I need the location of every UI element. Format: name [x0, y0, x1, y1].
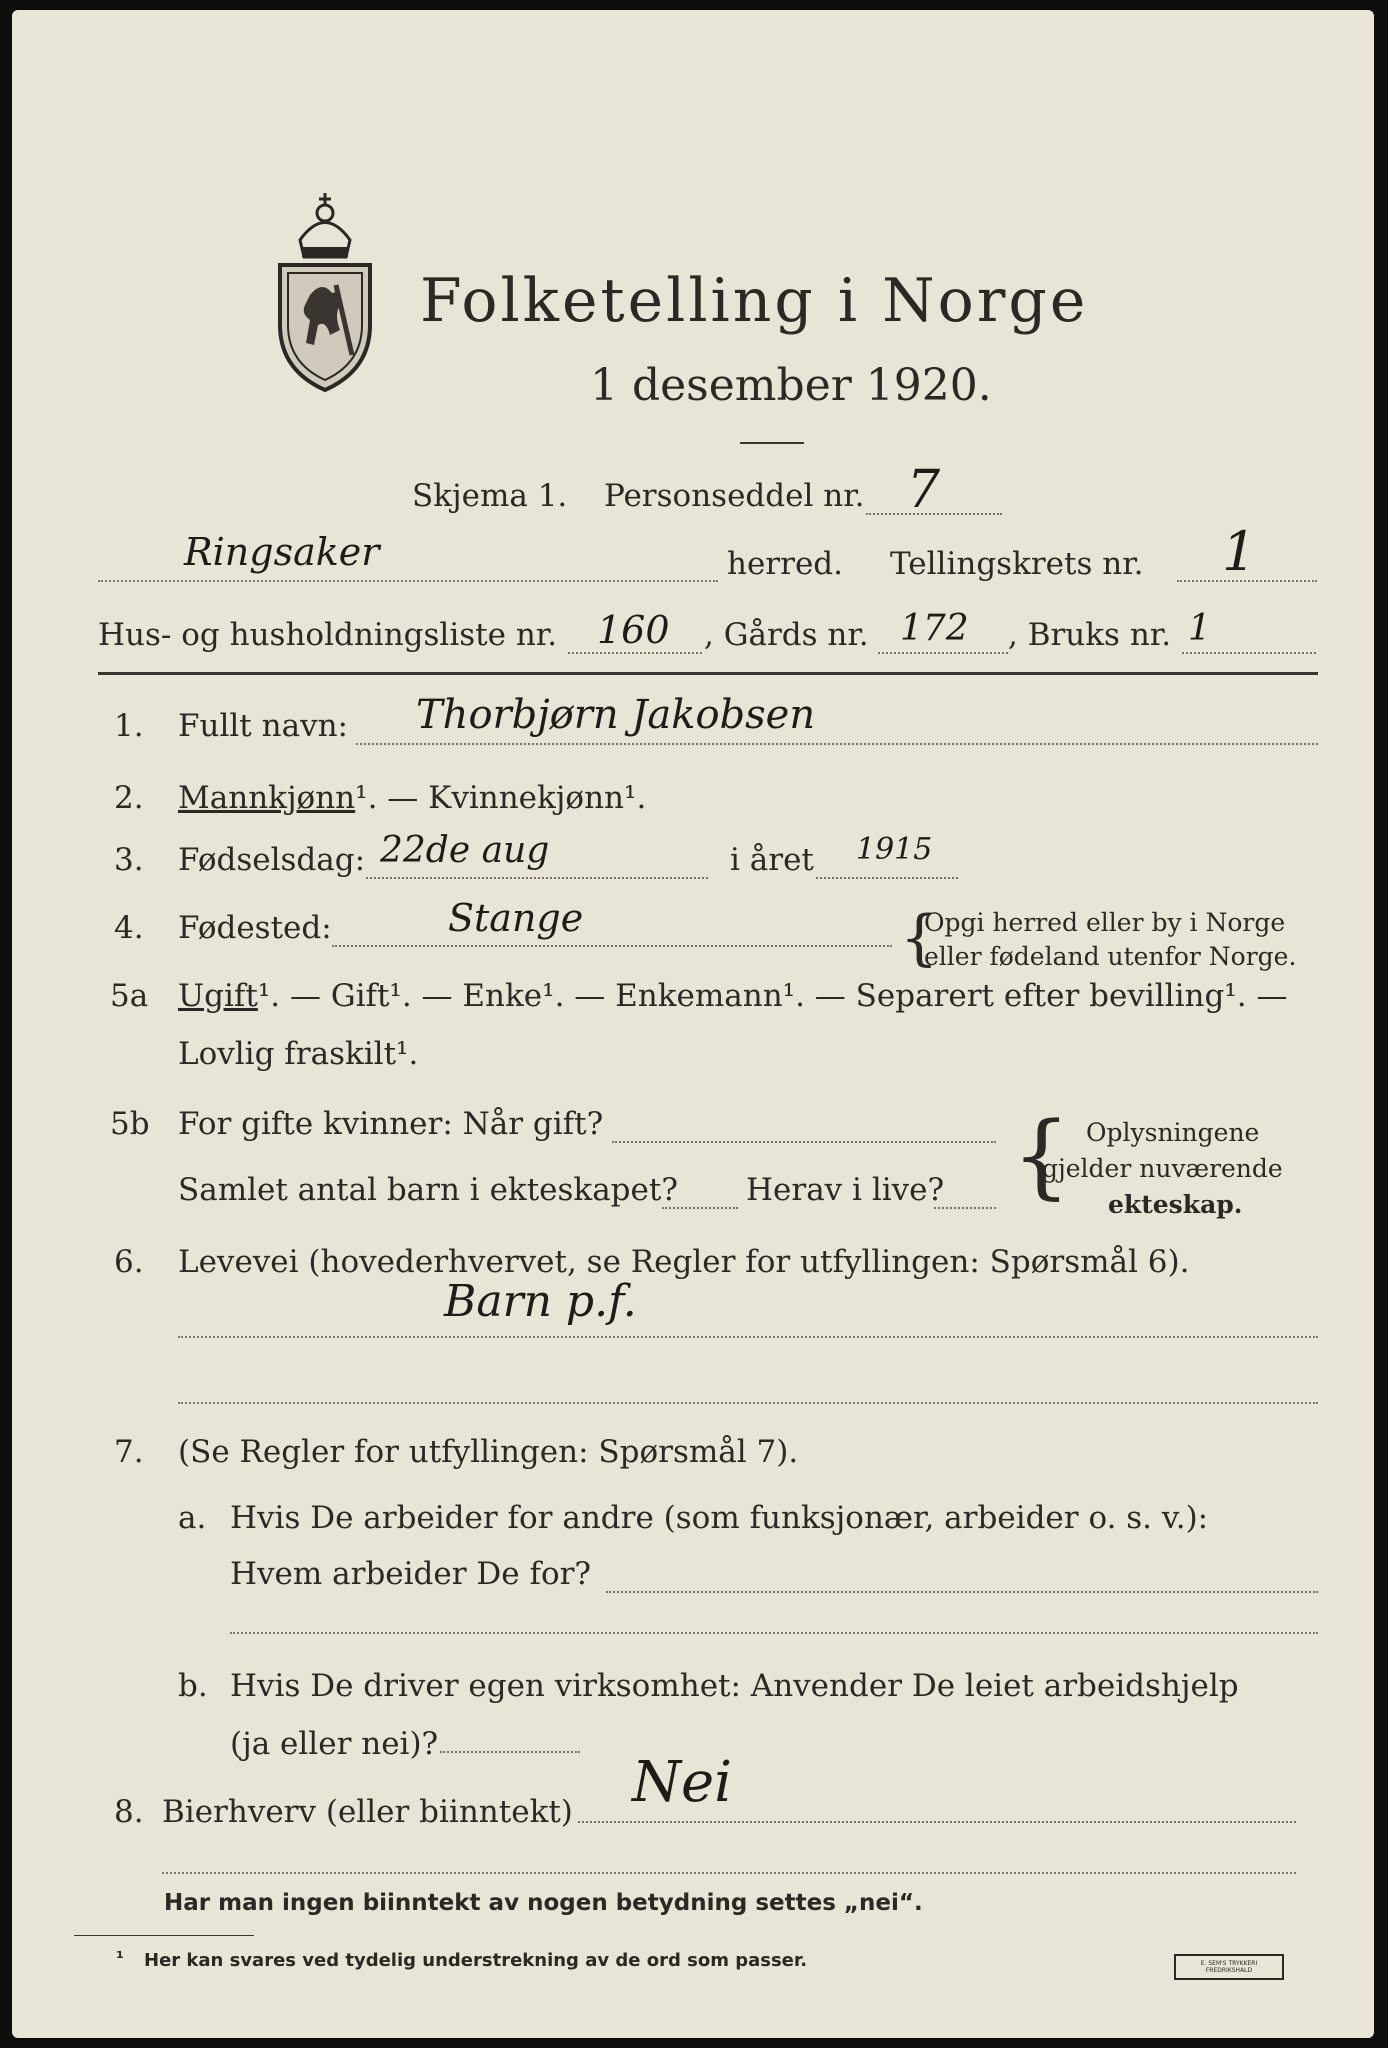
bruks-value: 1 — [1188, 608, 1211, 649]
q4-label: Fødested: — [178, 910, 332, 946]
q5b-children-field-line — [662, 1207, 738, 1209]
personseddel-value: 7 — [907, 460, 941, 520]
q3-year-value: 1915 — [856, 832, 933, 867]
q5b-number: 5b — [110, 1106, 150, 1142]
q5a-other-options: ¹. — Gift¹. — Enke¹. — Enkemann¹. — Separert efter bevilling¹. — — [257, 978, 1288, 1014]
census-date: 1 desember 1920. — [590, 360, 992, 411]
q6-label: Levevei (hovederhvervet, se Regler for utfyllingen: Spørsmål 6). — [178, 1244, 1190, 1280]
q8-field-line — [578, 1821, 1296, 1823]
q6-occupation-value: Barn p.f. — [444, 1276, 637, 1327]
q1-number: 1. — [114, 708, 144, 744]
footnote-marker: ¹ — [116, 1948, 124, 1969]
herred-value: Ringsaker — [184, 530, 380, 574]
q3-year-field-line — [816, 877, 958, 879]
q2-options — [178, 780, 646, 816]
q7b-label-line1: Hvis De driver egen virksomhet: Anvender De leiet arbeidshjelp — [230, 1668, 1239, 1704]
q3-label: Fødselsdag: — [178, 842, 366, 878]
gards-field-line — [878, 652, 1008, 654]
gards-value: 172 — [900, 608, 969, 649]
q5b-married-field-line — [612, 1141, 996, 1143]
q4-number: 4. — [114, 910, 144, 946]
footnote-divider — [74, 1935, 254, 1936]
q7a-field-line-1 — [606, 1591, 1318, 1593]
q5a-fraskilt-option: Lovlig fraskilt¹. — [178, 1036, 419, 1072]
q1-full-name-value: Thorbjørn Jakobsen — [416, 692, 816, 738]
q7a-letter: a. — [178, 1500, 207, 1536]
printer-stamp — [1174, 1954, 1284, 1980]
q6-field-line-1 — [178, 1336, 1318, 1338]
herred-field-line — [98, 580, 718, 582]
q6-field-line-2 — [178, 1402, 1318, 1404]
q7b-letter: b. — [178, 1668, 208, 1704]
q1-field-line — [356, 743, 1318, 745]
q3-number: 3. — [114, 842, 144, 878]
hus-field-line — [568, 652, 702, 654]
q8-side-income-value: Nei — [632, 1750, 733, 1815]
q8-label: Bierhverv (eller biinntekt) — [162, 1794, 573, 1830]
q4-birthplace-value: Stange — [448, 896, 584, 940]
q7-label: (Se Regler for utfyllingen: Spørsmål 7). — [178, 1434, 799, 1470]
bruks-label: , Bruks nr. — [1008, 617, 1172, 653]
q4-note-line2: eller fødeland utenfor Norge. — [924, 942, 1297, 971]
q5b-alive-field-line — [934, 1207, 996, 1209]
personseddel-label: Personseddel nr. — [604, 478, 865, 514]
q5b-note-line1: Oplysningene — [1086, 1118, 1260, 1147]
q5b-note-line3: ekteskap. — [1108, 1190, 1243, 1219]
q5b-alive-label: Herav i live? — [746, 1172, 945, 1208]
q6-number: 6. — [114, 1244, 144, 1280]
q2-female-option: Kvinnekjønn¹. — [428, 780, 647, 816]
q7a-field-line-2 — [230, 1632, 1318, 1634]
q5b-married-label: For gifte kvinner: Når gift? — [178, 1106, 604, 1142]
q8-number: 8. — [114, 1794, 144, 1830]
q2-number: 2. — [114, 780, 144, 816]
printer-stamp-text: E. SEM'S TRYKKERI FREDRIKSHALD — [1200, 1960, 1258, 1974]
hus-label: Hus- og husholdningsliste nr. — [98, 617, 558, 653]
bruks-field-line — [1182, 652, 1316, 654]
tellingskrets-value: 1 — [1222, 520, 1257, 583]
herred-label: herred. — [727, 546, 843, 582]
q5b-children-label: Samlet antal barn i ekteskapet? — [178, 1172, 678, 1208]
q5b-note-brace: { — [1012, 1102, 1071, 1209]
census-form-page — [12, 10, 1374, 2038]
q5a-number: 5a — [110, 978, 149, 1014]
q4-field-line — [332, 945, 892, 947]
norwegian-coat-of-arms-icon — [270, 185, 380, 395]
q2-separator: ¹. — — [355, 780, 429, 816]
gards-label: , Gårds nr. — [704, 617, 869, 653]
form-title: Folketelling i Norge — [420, 266, 1089, 336]
biinntekt-note: Har man ingen biinntekt av nogen betydning settes „nei“. — [164, 1890, 923, 1916]
footnote-text: Her kan svares ved tydelig understrekning av de ord som passer. — [144, 1950, 808, 1971]
q4-note-line1: Opgi herred eller by i Norge — [924, 908, 1286, 937]
q7a-label-line1: Hvis De arbeider for andre (som funksjonær, arbeider o. s. v.): — [230, 1500, 1209, 1536]
q7a-label-line2: Hvem arbeider De for? — [230, 1556, 592, 1592]
q2-male-option: Mannkjønn — [178, 780, 356, 816]
title-divider — [740, 442, 804, 444]
q5a-ugift-option: Ugift — [178, 978, 258, 1014]
q5b-note-line2: gjelder nuværende — [1042, 1154, 1283, 1183]
q7b-label-line2: (ja eller nei)? — [230, 1726, 439, 1762]
q8-field-line-2 — [162, 1872, 1296, 1874]
header-divider — [98, 672, 1318, 675]
q1-label: Fullt navn: — [178, 708, 348, 744]
skjema-label: Skjema 1. — [412, 478, 568, 514]
q3-year-label: i året — [730, 842, 814, 878]
hus-value: 160 — [597, 608, 670, 652]
tellingskrets-label: Tellingskrets nr. — [890, 546, 1144, 582]
q5a-options — [178, 978, 1287, 1014]
q7b-field-line — [440, 1751, 580, 1753]
q4-note-brace: { — [900, 903, 939, 973]
q3-birthday-value: 22de aug — [380, 830, 550, 871]
q3-field-line — [366, 877, 708, 879]
q7-number: 7. — [114, 1434, 144, 1470]
